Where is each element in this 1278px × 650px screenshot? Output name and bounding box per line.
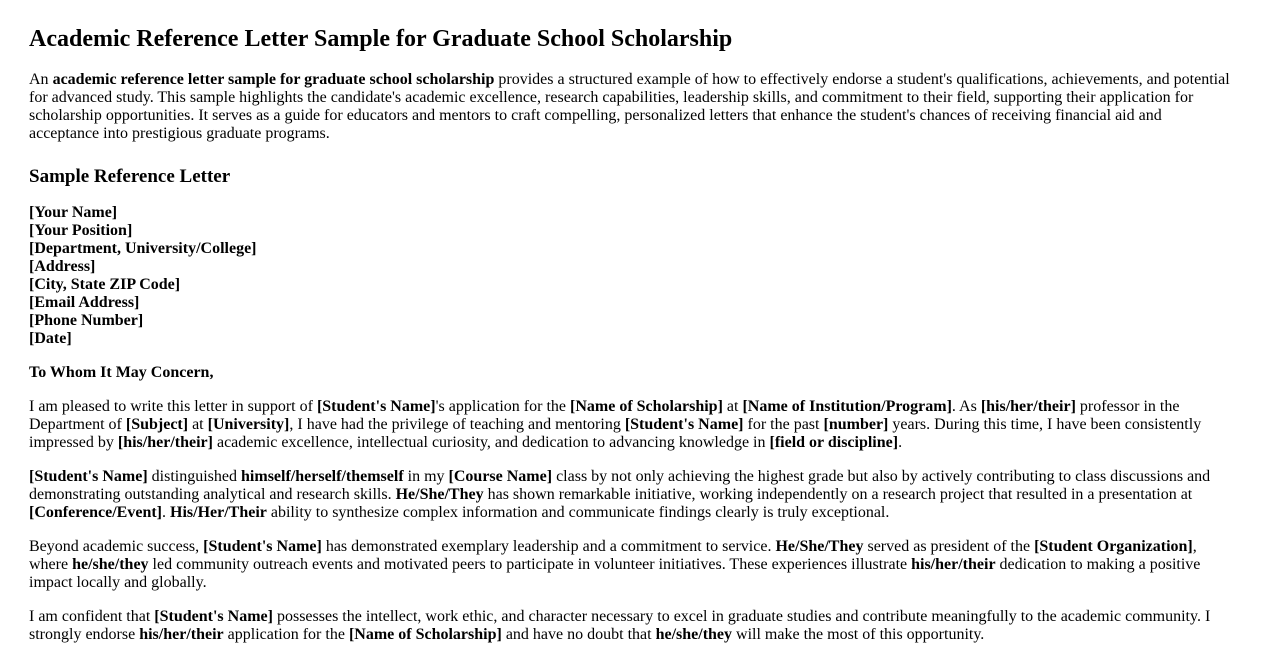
placeholder-token: [Student's Name] [154,608,273,625]
sender-info-line: [Your Name] [29,204,118,221]
text-run: served as president of the [863,538,1035,555]
letter-paragraph [29,608,1235,644]
text-run: years. During this time, I have been consistently impressed by [29,416,1202,451]
placeholder-token: [Student Organization] [1034,538,1193,555]
text-run: ability to synthesize complex information and communicate findings clearly is truly exceptional. [266,504,890,521]
sender-info-line: [Address] [29,258,96,275]
sender-info-line: [Date] [29,330,72,347]
text-run: has demonstrated exemplary leadership and a commitment to service. [321,538,776,555]
text-run: , I have had the privilege of teaching and mentoring [289,416,625,433]
text-run: Beyond academic success, [29,538,204,555]
text-run: academic excellence, intellectual curiosity, and dedication to advancing knowledge in [212,434,770,451]
text-run: . [162,504,170,521]
placeholder-token: [Student's Name] [29,468,148,485]
placeholder-token: [number] [823,416,889,433]
emphasis-text: his/her/their [139,626,224,643]
page-title: Academic Reference Letter Sample for Graduate School Scholarship [29,26,733,52]
sender-info-line: [Email Address] [29,294,140,311]
letter-body [29,398,1235,644]
placeholder-token: [Course Name] [448,468,553,485]
placeholder-token: [Name of Scholarship] [570,398,723,415]
text-run: and have no doubt that [501,626,656,643]
placeholder-token: [Conference/Event] [29,504,162,521]
intro-paragraph [29,71,1235,143]
placeholder-token: [University] [207,416,290,433]
text-run: . [898,434,903,451]
text-run: will make the most of this opportunity. [732,626,985,643]
emphasis-text: He/She/They [395,486,484,503]
emphasis-text: he/she/they [72,556,149,573]
placeholder-token: [field or discipline] [769,434,899,451]
text-run: class by not only achieving the highest grade but also by actively contributing to class discussions and demonstrating outstanding analytical and research skills. [29,468,1211,503]
sender-info-line: [Your Position] [29,222,133,239]
placeholder-token: [Subject] [125,416,189,433]
placeholder-token: [Student's Name] [316,398,436,415]
text-run: I am confident that [29,608,155,625]
text-run: I am pleased to write this letter in support of [29,398,317,415]
text-run: for the past [743,416,824,433]
text-run: provides a structured example of how to effectively endorse a student's qualifications, achievements, and potential for advanced study. This sample highlights the candidate's academic excellence, research capabilities, leadership skills, and commitment to their field, supporting their application for scholarship opportunities. It serves as a guide for educators and mentors to craft compelling, personalized letters that enhance the student's chances of receiving financial aid and acceptance into prestigious graduate programs. [29,71,1230,142]
text-run: has shown remarkable initiative, working independently on a research project that resulted in a presentation at [483,486,1193,503]
placeholder-token: [his/her/their] [117,434,213,451]
text-run: 's application for the [435,398,571,415]
text-run: in my [403,468,449,485]
text-run: dedication to making a positive impact locally and globally. [29,556,1201,591]
emphasis-text: His/Her/Their [170,504,267,521]
placeholder-token: [Name of Scholarship] [348,626,502,643]
section-heading: Sample Reference Letter [29,166,231,187]
emphasis-text: He/She/They [775,538,864,555]
text-run: possesses the intellect, work ethic, and character necessary to excel in graduate studies and contribute meaningfully to the academic community. I strongly endorse [29,608,1211,643]
placeholder-token: [his/her/their] [980,398,1076,415]
text-run: , where [29,538,1197,573]
text-run: An [29,71,53,88]
placeholder-token: [Student's Name] [203,538,322,555]
text-run: at [722,398,743,415]
salutation: To Whom It May Concern, [29,364,214,381]
text-run: application for the [223,626,349,643]
emphasis-text: his/her/their [911,556,996,573]
sender-info-line: [City, State ZIP Code] [29,276,181,293]
text-run: distinguished [147,468,242,485]
placeholder-token: [Student's Name] [624,416,744,433]
sender-info-line: [Phone Number] [29,312,144,329]
text-run: . As [951,398,981,415]
text-run: professor in the Department of [29,398,1180,433]
letter-paragraph [29,468,1235,522]
letter-paragraph [29,398,1235,452]
letter-paragraph [29,538,1235,592]
emphasis-text: he/she/they [655,626,733,643]
sender-info-block [29,204,1235,348]
emphasis-text: academic reference letter sample for graduate school scholarship [52,71,495,88]
placeholder-token: [Name of Institution/Program] [742,398,952,415]
text-run: at [188,416,208,433]
text-run: led community outreach events and motivated peers to participate in volunteer initiatives. These experiences illustrate [148,556,912,573]
sender-info-line: [Department, University/College] [29,240,257,257]
emphasis-text: himself/herself/themself [241,468,404,485]
